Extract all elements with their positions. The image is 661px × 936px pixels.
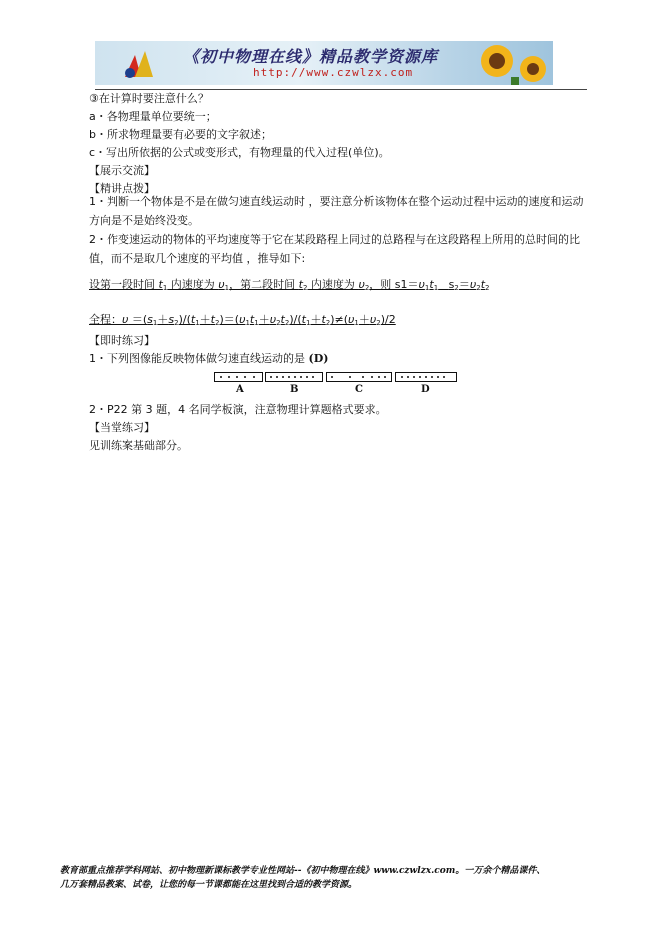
formula-2-label: 全程： (89, 313, 122, 326)
formula-1-part: 内速度为 (307, 278, 359, 291)
tape-strip-b (265, 372, 323, 382)
header-rule (95, 89, 587, 90)
option-label-a: A (236, 384, 244, 395)
header-banner (95, 41, 553, 85)
banner-url[interactable]: http://www.czwlzx.com (253, 66, 414, 79)
tape-diagram (214, 372, 460, 394)
footer-line-1: 教育部重点推荐学科网站、初中物理新课标教学专业性网站--《初中物理在线》www.czwlzx.com。一万余个精品课件、 (60, 866, 546, 876)
formula-2: 全程：$\upsilon =(s_1+s_2)/(t_1+t_2)=(\upsilon_1t_1+\upsilon_2t_2)/(t_1+t_2)\ne(\upsilon_1+\upsilon_2)/2$ (89, 313, 396, 327)
banner-title: 《初中物理在线》精品教学资源库 (183, 47, 439, 66)
heading-show: 【展示交流】 (89, 164, 155, 177)
sunflower-icon (475, 41, 553, 85)
heading-class-practice: 【当堂练习】 (89, 421, 155, 434)
paragraph-2: 2・作变速运动的物体的平均速度等于它在某段路程上同过的总路程与在这段路程上所用的总时间的比值，而不是取几个速度的平均值 ，推导如下: (89, 233, 580, 265)
formula-1-part: ，则 s1＝ (369, 278, 419, 291)
exercise-2: 2・P22 第 3 题，4 名同学板演，注意物理计算题格式要求。 (89, 403, 387, 416)
item-a: a・各物理量单位要统一； (89, 110, 217, 123)
footer-line-2: 几万套精品教案、试卷，让您的每一节课都能在这里找到合适的教学资源。 (60, 880, 358, 890)
exercise-1-answer: (D) (308, 352, 329, 365)
formula-1-part: ＝ (458, 278, 470, 291)
formula-1-part: 内速度为 (167, 278, 219, 291)
heading-practice: 【即时练习】 (89, 334, 155, 347)
site-logo-icon (121, 47, 157, 81)
formula-1-part: 设第一段时间 (89, 278, 159, 291)
class-practice-text: 见训练案基础部分。 (89, 439, 188, 452)
question-3: ③在计算时要注意什么？ (89, 92, 209, 105)
item-b: b・所求物理量要有必要的文字叙述； (89, 128, 272, 141)
formula-1-part: s (448, 278, 455, 291)
tape-strip-c (326, 372, 392, 382)
option-label-d: D (421, 384, 430, 395)
paragraph-1: 1・判断一个物体是不是在做匀速直线运动时 ，要注意分析该物体在整个运动过程中运动的速度和运动方向是不是始终没变。 (89, 195, 584, 227)
item-c: c・写出所依据的公式或变形式，有物理量的代入过程(单位)。 (89, 146, 390, 159)
tape-strip-d (395, 372, 457, 382)
formula-1-part: ，第二段时间 (229, 278, 299, 291)
exercise-1 (89, 352, 328, 366)
option-label-c: C (355, 384, 363, 395)
formula-1: 设第一段时间 $t_1$ 内速度为 $\upsilon_1$，第二段时间 $t_2$ 内速度为 $\upsilon_2$，则 $s1=\upsilon_1t_1$ $s_2=\upsilon_2t_2$ (89, 278, 490, 292)
tape-strip-a (214, 372, 263, 382)
option-label-b: B (290, 384, 299, 395)
exercise-1-text: 1・下列图像能反映物体做匀速直线运动的是 (89, 352, 309, 365)
heading-explain: 【精讲点拨】 (89, 182, 155, 195)
